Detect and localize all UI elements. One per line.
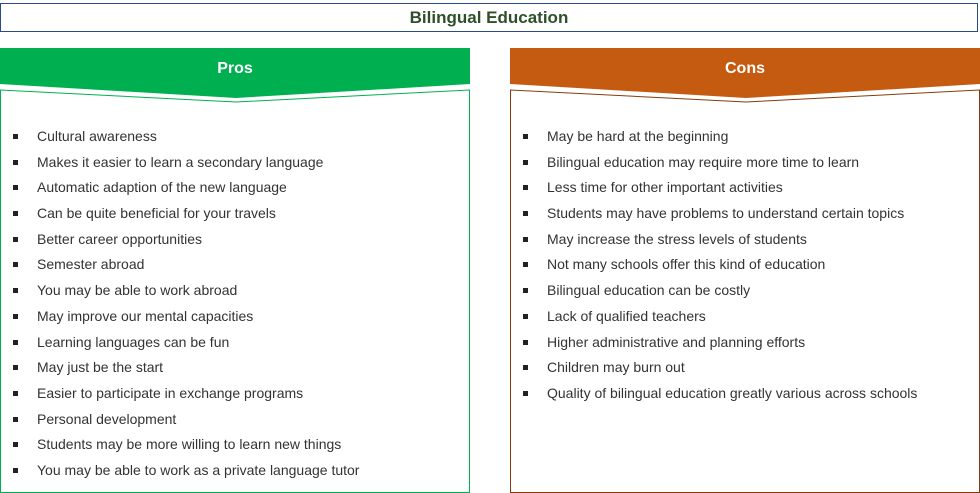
list-item: May be hard at the beginning [510, 124, 970, 150]
bullet-icon [523, 134, 528, 139]
list-item: Cultural awareness [0, 124, 460, 150]
cons-label: Cons [725, 60, 765, 77]
list-item: Learning languages can be fun [0, 330, 460, 356]
list-item: May improve our mental capacities [0, 304, 460, 330]
bullet-icon [523, 391, 528, 396]
list-item: Bilingual education may require more time to learn [510, 150, 970, 176]
bullet-icon [523, 365, 528, 370]
page-title: Bilingual Education [409, 7, 569, 27]
title-box [0, 3, 978, 32]
bullet-icon [13, 442, 18, 447]
list-item: Personal development [0, 407, 460, 433]
list-item: Bilingual education can be costly [510, 278, 970, 304]
bullet-icon [523, 288, 528, 293]
bullet-icon [523, 160, 528, 165]
list-item: Students may have problems to understand certain topics [510, 201, 970, 227]
bullet-icon [13, 417, 18, 422]
cons-list [510, 124, 970, 407]
bullet-icon [13, 237, 18, 242]
list-item: Quality of bilingual education greatly various across schools [510, 381, 970, 407]
bullet-icon [523, 340, 528, 345]
list-item: Lack of qualified teachers [510, 304, 970, 330]
list-item: Students may be more willing to learn new things [0, 432, 460, 458]
list-item: Higher administrative and planning efforts [510, 330, 970, 356]
bullet-icon [13, 468, 18, 473]
bullet-icon [13, 340, 18, 345]
bullet-icon [13, 391, 18, 396]
list-item: May increase the stress levels of students [510, 227, 970, 253]
bullet-icon [523, 314, 528, 319]
bullet-icon [523, 237, 528, 242]
pros-label: Pros [217, 60, 253, 77]
cons-header [510, 48, 980, 104]
list-item: May just be the start [0, 355, 460, 381]
pros-header [0, 48, 470, 104]
list-item: You may be able to work abroad [0, 278, 460, 304]
bullet-icon [523, 262, 528, 267]
list-item: Semester abroad [0, 252, 460, 278]
bullet-icon [13, 160, 18, 165]
bullet-icon [523, 211, 528, 216]
list-item: Can be quite beneficial for your travels [0, 201, 460, 227]
pros-list [0, 124, 460, 484]
bullet-icon [13, 288, 18, 293]
bullet-icon [523, 185, 528, 190]
list-item: You may be able to work as a private language tutor [0, 458, 460, 484]
bullet-icon [13, 262, 18, 267]
bullet-icon [13, 314, 18, 319]
bullet-icon [13, 211, 18, 216]
list-item: Less time for other important activities [510, 175, 970, 201]
list-item: Not many schools offer this kind of education [510, 252, 970, 278]
bullet-icon [13, 134, 18, 139]
bullet-icon [13, 185, 18, 190]
list-item: Children may burn out [510, 355, 970, 381]
list-item: Makes it easier to learn a secondary language [0, 150, 460, 176]
list-item: Automatic adaption of the new language [0, 175, 460, 201]
list-item: Easier to participate in exchange programs [0, 381, 460, 407]
list-item: Better career opportunities [0, 227, 460, 253]
bullet-icon [13, 365, 18, 370]
